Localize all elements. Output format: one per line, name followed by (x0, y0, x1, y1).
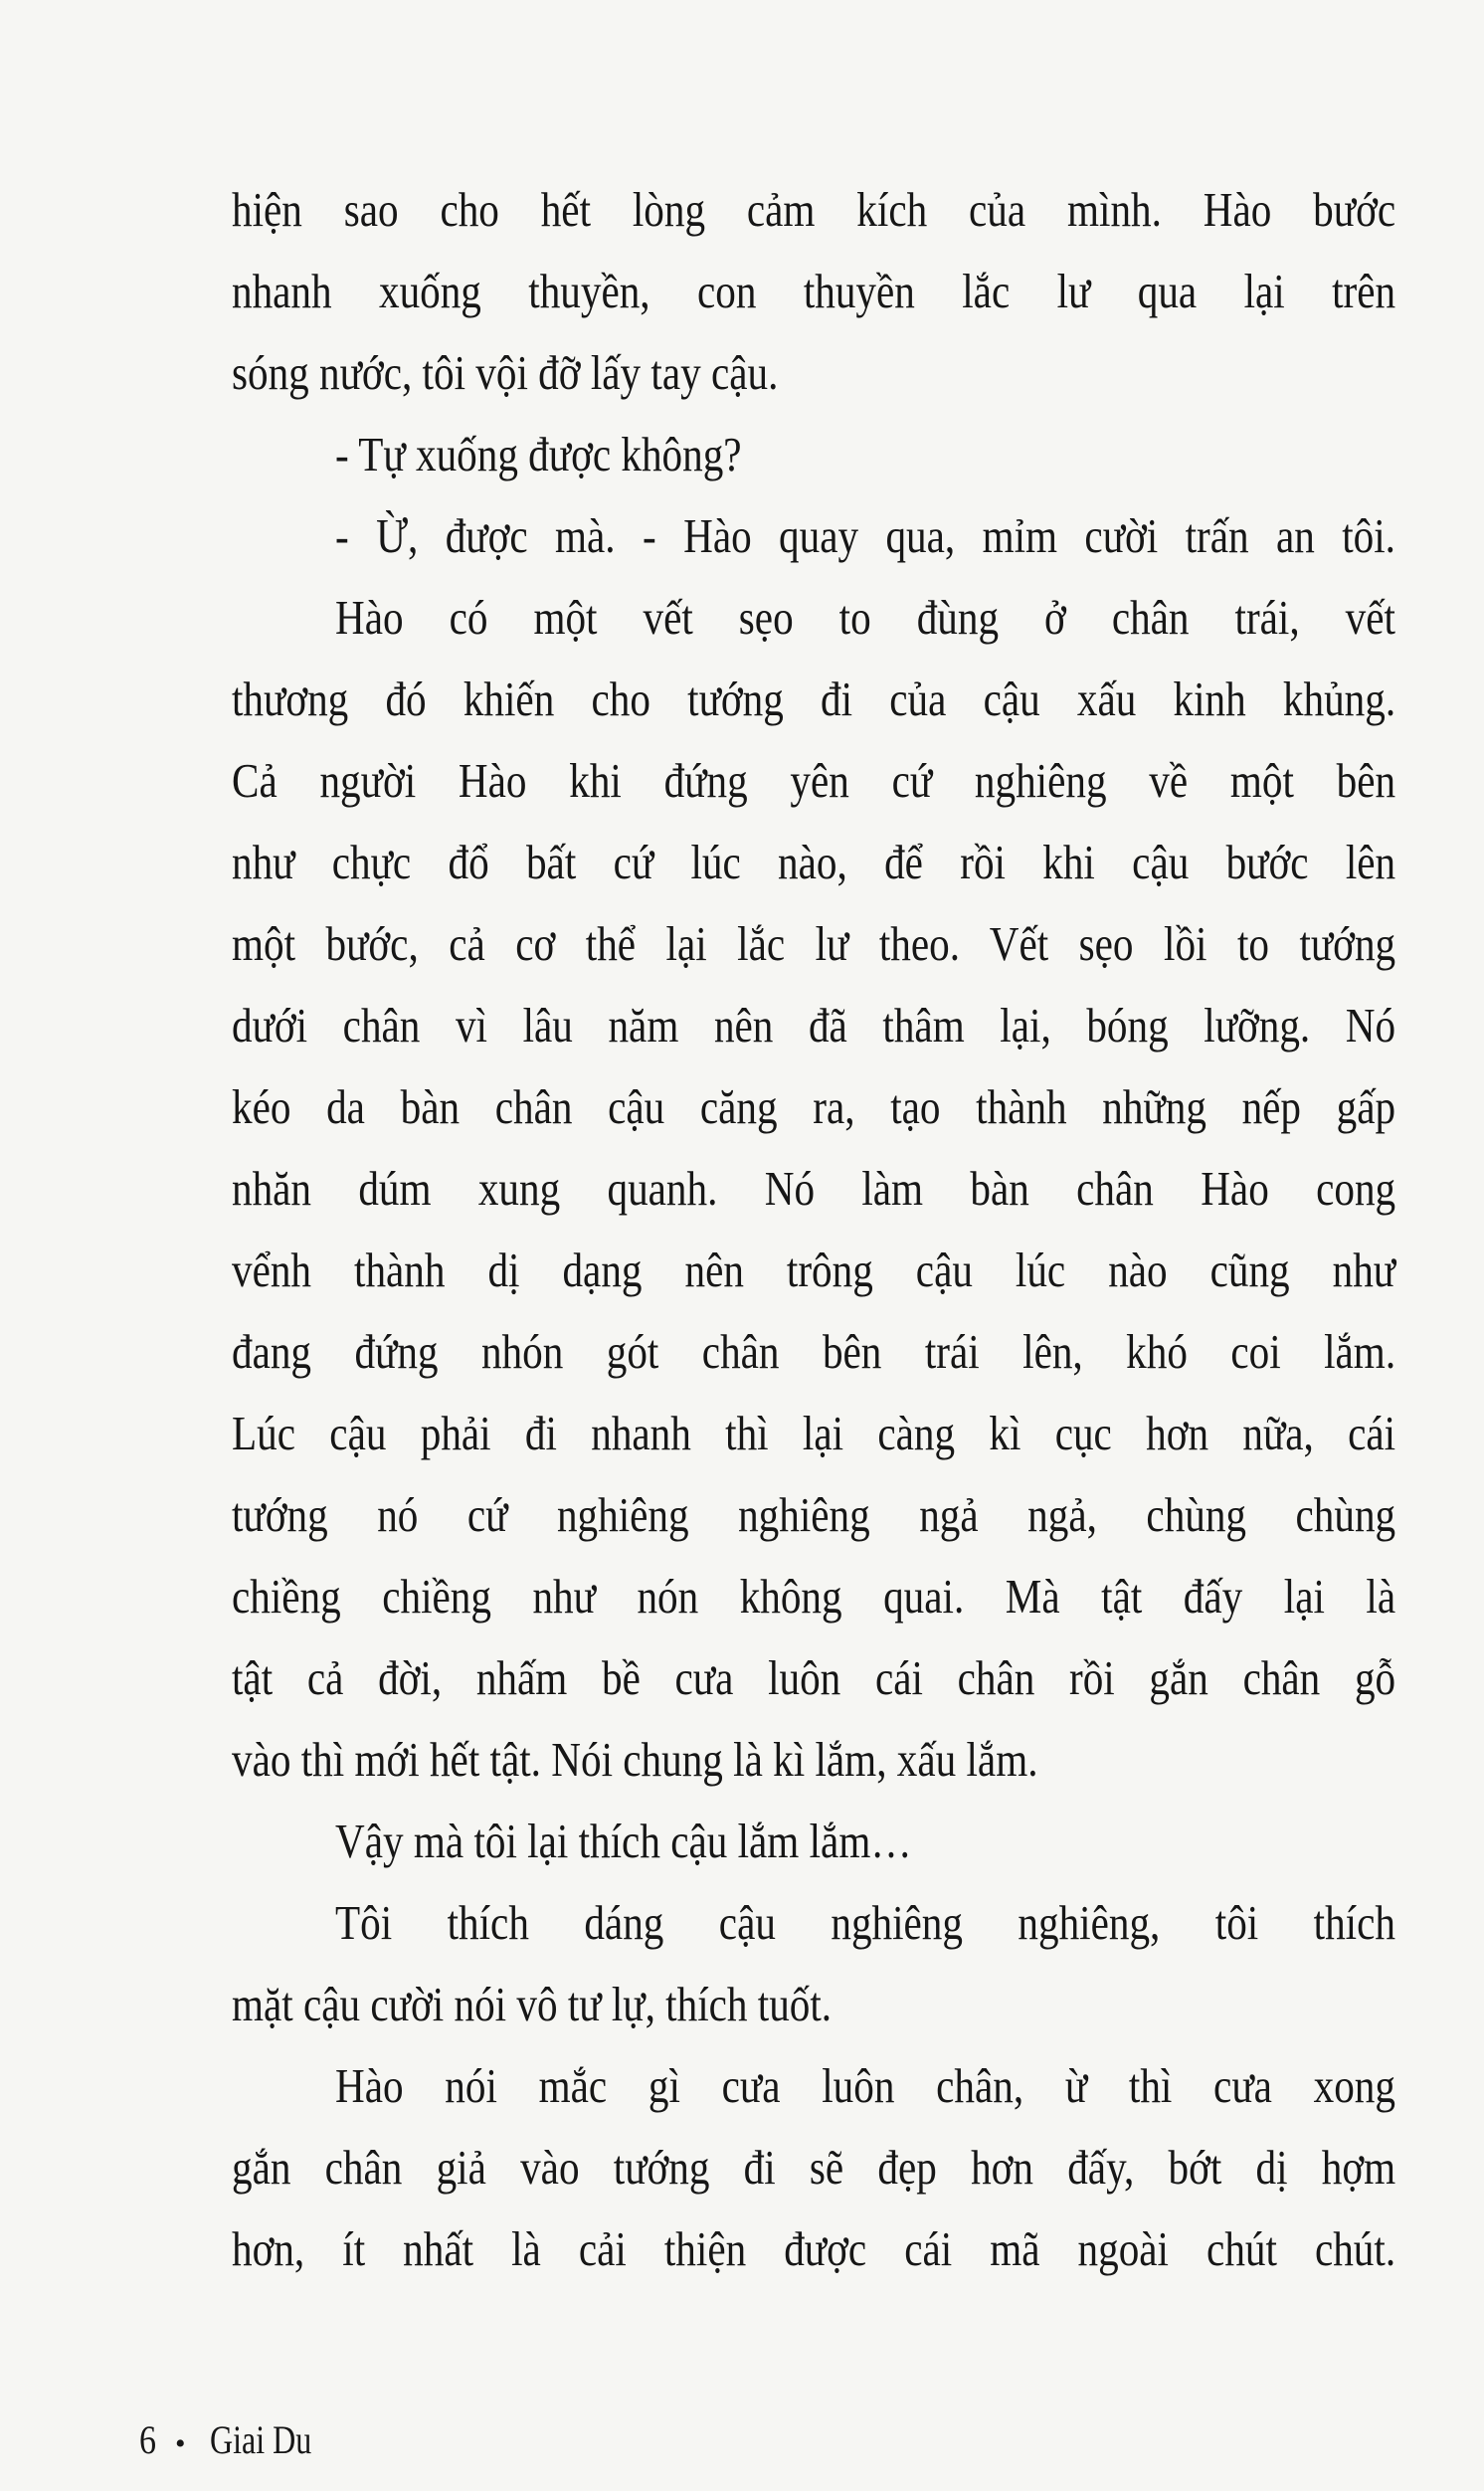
text-line (232, 414, 1395, 495)
line-text: một bước, cả cơ thể lại lắc lư theo. Vết sẹo lồi to tướng (232, 916, 1396, 971)
line-text: Hào nói mắc gì cưa luôn chân, ừ thì cưa xong (335, 2058, 1395, 2113)
line-text: nhanh xuống thuyền, con thuyền lắc lư qua lại trên (232, 264, 1396, 318)
line-text: vào thì mới hết tật. Nói chung là kì lắm, xấu lắm. (232, 1732, 1038, 1787)
paragraph (232, 1801, 1395, 1882)
body-text (232, 169, 1395, 2290)
line-text: sóng nước, tôi vội đỡ lấy tay cậu. (232, 345, 779, 400)
line-text: đang đứng nhón gót chân bên trái lên, khó coi lắm. (232, 1324, 1396, 1379)
text-line (232, 577, 1395, 659)
paragraph (232, 169, 1395, 414)
text-line (232, 495, 1395, 577)
text-line (232, 1230, 1395, 1311)
text-line (232, 1801, 1395, 1882)
line-text: Cả người Hào khi đứng yên cứ nghiêng về một bên (232, 753, 1396, 808)
book-title: Giai Du (209, 2417, 311, 2462)
text-line (232, 985, 1395, 1066)
line-text: Hào có một vết sẹo to đùng ở chân trái, vết (335, 590, 1395, 645)
text-line (232, 822, 1395, 903)
line-text: tật cả đời, nhấm bề cưa luôn cái chân rồi gắn chân gỗ (232, 1650, 1396, 1705)
page-number: 6 (139, 2417, 156, 2462)
paragraph (232, 1882, 1395, 2045)
line-text: - Ừ, được mà. - Hào quay qua, mỉm cười trấn an tôi. (335, 508, 1395, 563)
line-text: như chực đổ bất cứ lúc nào, để rồi khi cậu bước lên (232, 835, 1396, 889)
paragraph (232, 2045, 1395, 2290)
text-line (232, 659, 1395, 740)
line-text: Vậy mà tôi lại thích cậu lắm lắm… (335, 1814, 912, 1868)
text-line (232, 2127, 1395, 2208)
line-text: mặt cậu cười nói vô tư lự, thích tuốt. (232, 1977, 833, 2031)
line-text: gắn chân giả vào tướng đi sẽ đẹp hơn đấy, bớt dị hợm (232, 2140, 1396, 2195)
line-text: hiện sao cho hết lòng cảm kích của mình. Hào bước (232, 182, 1396, 237)
line-text: Tôi thích dáng cậu nghiêng nghiêng, tôi thích (335, 1895, 1395, 1950)
line-text: dưới chân vì lâu năm nên đã thâm lại, bóng lưỡng. Nó (232, 998, 1396, 1053)
text-line (232, 169, 1395, 251)
text-line (232, 1311, 1395, 1393)
text-line (232, 1393, 1395, 1474)
line-text: Lúc cậu phải đi nhanh thì lại càng kì cục hơn nữa, cái (232, 1406, 1396, 1460)
line-text: thương đó khiến cho tướng đi của cậu xấu kinh khủng. (232, 671, 1396, 726)
line-text: tướng nó cứ nghiêng nghiêng ngả ngả, chùng chùng (232, 1487, 1396, 1542)
line-text: - Tự xuống được không? (335, 427, 742, 481)
paragraph (232, 495, 1395, 577)
text-line (232, 1066, 1395, 1148)
text-line (232, 332, 1395, 414)
paragraph (232, 577, 1395, 1801)
line-text: nhăn dúm xung quanh. Nó làm bàn chân Hào cong (232, 1161, 1396, 1216)
line-text: hơn, ít nhất là cải thiện được cái mã ngoài chút chút. (232, 2221, 1396, 2276)
text-line (232, 2045, 1395, 2127)
page-footer (139, 2415, 336, 2469)
text-line (232, 1882, 1395, 1964)
paragraph (232, 414, 1395, 495)
line-text: vểnh thành dị dạng nên trông cậu lúc nào cũng như (232, 1243, 1396, 1297)
text-line (232, 2208, 1395, 2290)
text-line (232, 1637, 1395, 1719)
text-line (232, 903, 1395, 985)
footer-separator: • (175, 2426, 186, 2460)
text-line (232, 1474, 1395, 1556)
text-line (232, 1556, 1395, 1637)
text-line (232, 1148, 1395, 1230)
line-text: kéo da bàn chân cậu căng ra, tạo thành những nếp gấp (232, 1079, 1396, 1134)
text-line (232, 251, 1395, 332)
text-line (232, 1719, 1395, 1801)
line-text: chiềng chiềng như nón không quai. Mà tật đấy lại là (232, 1569, 1396, 1624)
text-line (232, 740, 1395, 822)
text-line (232, 1964, 1395, 2045)
